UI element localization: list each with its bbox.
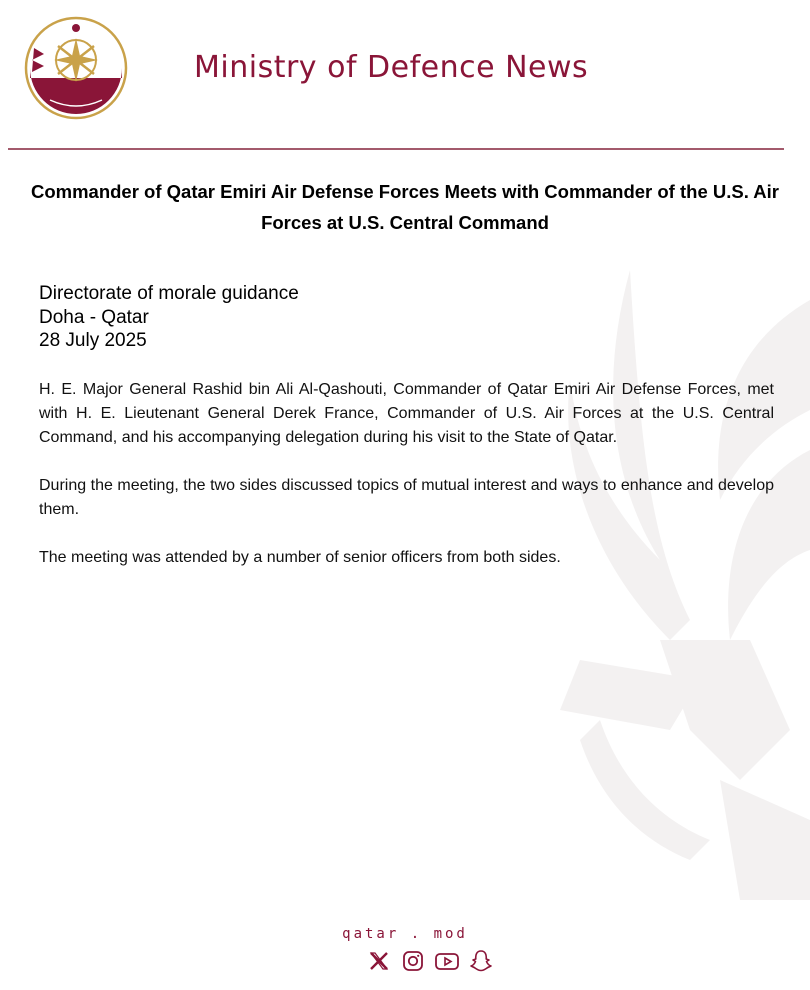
header <box>0 0 810 150</box>
qatar-armed-forces-emblem-icon <box>24 16 128 120</box>
article-source: Directorate of morale guidance <box>39 283 299 304</box>
youtube-icon[interactable] <box>434 948 460 974</box>
x-icon[interactable] <box>366 948 392 974</box>
snapchat-icon[interactable] <box>468 948 494 974</box>
article-title: Commander of Qatar Emiri Air Defense Forces Meets with Commander of the U.S. Air Forces at U.S. Central Command <box>30 181 780 233</box>
article-paragraph: The meeting was attended by a number of senior officers from both sides. <box>39 549 561 566</box>
article-date: 28 July 2025 <box>39 330 147 351</box>
article-meta <box>39 282 299 353</box>
social-handle: qatar . mod <box>342 926 468 942</box>
article-paragraph: During the meeting, the two sides discussed topics of mutual interest and ways to enhance and develop them. <box>39 477 774 518</box>
article-body <box>39 378 774 594</box>
article-location: Doha - Qatar <box>39 306 149 328</box>
article-paragraph: H. E. Major General Rashid bin Ali Al-Qashouti, Commander of Qatar Emiri Air Defense Forces, met with H. E. Lieutenant General Derek France, Commander of U.S. Air Forces at the U.S. Central Command, and his accompanying delegation during his visit to the State of Qatar. <box>39 381 774 446</box>
header-divider <box>8 148 784 150</box>
social-icons <box>0 948 810 974</box>
instagram-icon[interactable] <box>400 948 426 974</box>
brand-title: Ministry of Defence News <box>194 50 589 85</box>
footer <box>0 926 810 974</box>
